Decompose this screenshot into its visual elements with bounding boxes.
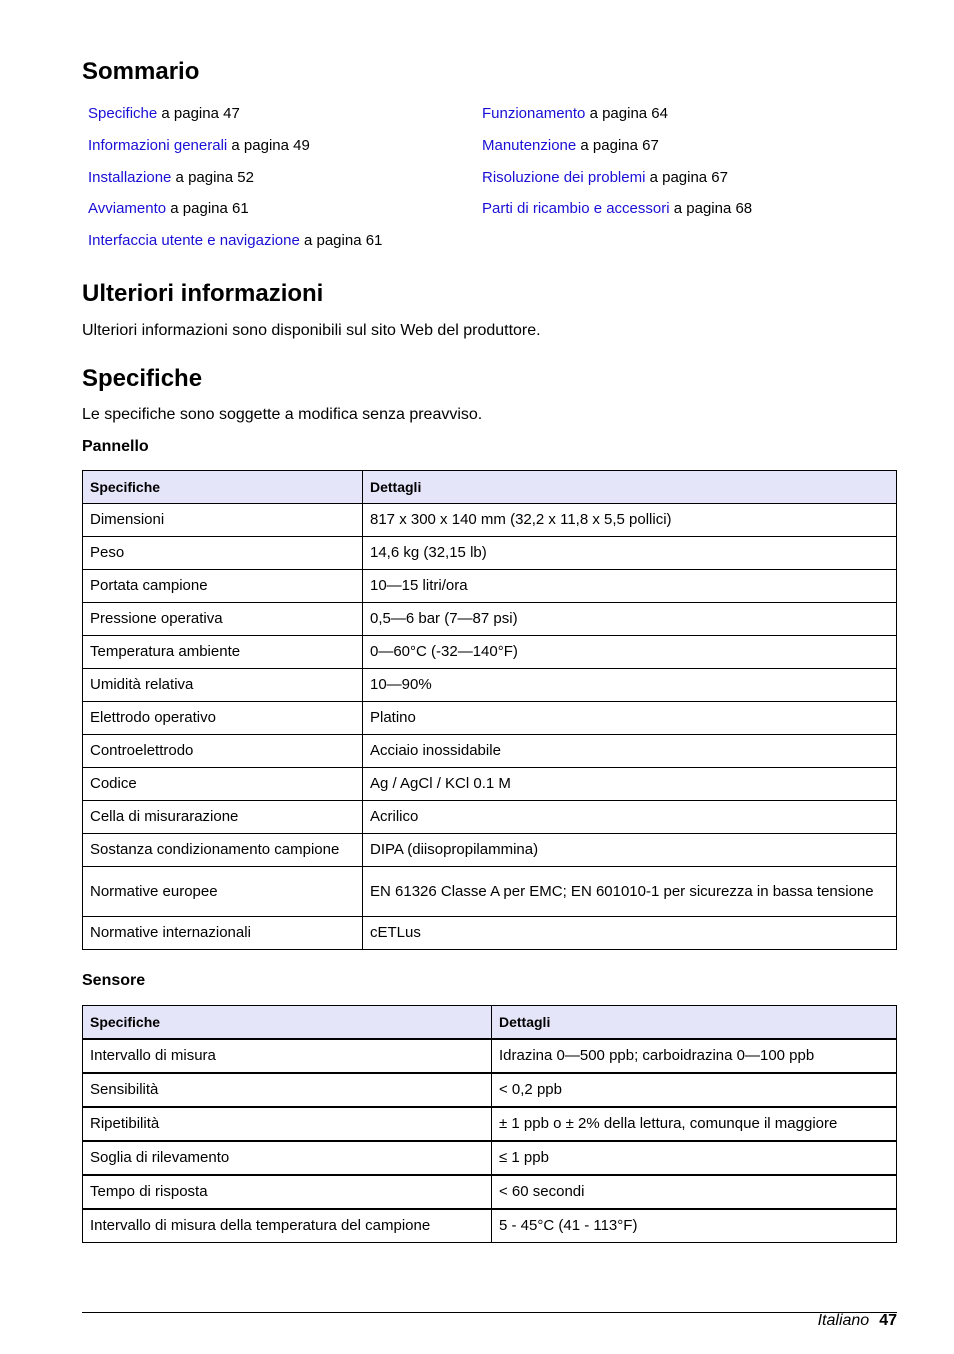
spec-name: Normative europee (83, 867, 363, 917)
toc-page-ref: a pagina 67 (576, 136, 659, 154)
spec-name: Temperatura ambiente (83, 636, 363, 669)
spec-value: EN 61326 Classe A per EMC; EN 601010-1 per sicurezza in bassa tensione (363, 867, 897, 917)
toc-page-ref: a pagina 47 (157, 105, 240, 122)
table-row (83, 702, 897, 735)
table-row (83, 834, 897, 867)
table-row (83, 867, 897, 917)
footer-language: Italiano (817, 1312, 870, 1329)
spec-value: 10—90% (363, 669, 897, 702)
toc-page-ref: a pagina 52 (171, 168, 254, 186)
table-row (83, 1073, 897, 1107)
toc-item (482, 136, 752, 168)
spec-value: ± 1 ppb o ± 2% della lettura, comunque il maggiore (492, 1107, 897, 1141)
specs-title: Specifiche (82, 365, 203, 392)
table-row (83, 504, 897, 537)
spec-value: Ag / AgCl / KCl 0.1 M (363, 768, 897, 801)
column-header-dettagli: Dettagli (363, 471, 897, 504)
spec-name: Controelettrodo (83, 735, 363, 768)
toc-item (482, 104, 752, 136)
spec-name: Cella di misurarazione (83, 801, 363, 834)
spec-value: Acrilico (363, 801, 897, 834)
column-header-dettagli: Dettagli (492, 1006, 897, 1040)
panel-heading: Pannello (82, 438, 149, 455)
table-row (83, 636, 897, 669)
spec-name: Elettrodo operativo (83, 702, 363, 735)
toc-item (88, 168, 382, 200)
spec-name: Intervallo di misura (83, 1039, 492, 1073)
spec-value: 5 - 45°C (41 - 113°F) (492, 1209, 897, 1243)
toc-page-ref: a pagina 61 (299, 232, 383, 250)
table-row (83, 669, 897, 702)
toc-page-ref: a pagina 67 (645, 168, 728, 186)
spec-value: 0,5—6 bar (7—87 psi) (363, 603, 897, 636)
spec-value: < 0,2 ppb (492, 1073, 897, 1107)
table-row (83, 570, 897, 603)
spec-name: Sostanza condizionamento campione (83, 834, 363, 867)
toc-page-ref: a pagina 68 (669, 200, 753, 218)
toc-link-installazione[interactable]: Installazione (88, 168, 172, 186)
toc-right-column (482, 104, 752, 231)
table-row (83, 603, 897, 636)
toc-link-manutenzione[interactable]: Manutenzione (482, 136, 577, 154)
footer-rule (82, 1312, 897, 1313)
toc-item (88, 199, 382, 231)
toc-item (88, 136, 382, 168)
spec-value: Acciaio inossidabile (363, 735, 897, 768)
table-row (83, 1107, 897, 1141)
table-row (83, 801, 897, 834)
spec-name: Dimensioni (83, 504, 363, 537)
spec-value: 10—15 litri/ora (363, 570, 897, 603)
toc-left-column (88, 104, 382, 263)
spec-value: < 60 secondi (492, 1175, 897, 1209)
page-footer (818, 1311, 897, 1331)
spec-name: Codice (83, 768, 363, 801)
table-row (83, 917, 897, 950)
spec-value: Idrazina 0—500 ppb; carboidrazina 0—100 ppb (492, 1039, 897, 1073)
toc-link-specifiche[interactable]: Specifiche (88, 105, 158, 122)
spec-name: Sensibilità (83, 1073, 492, 1107)
spec-name: Pressione operativa (83, 603, 363, 636)
spec-name: Intervallo di misura della temperatura del campione (83, 1209, 492, 1243)
more-info-text: Ulteriori informazioni sono disponibili sul sito Web del produttore. (82, 322, 541, 339)
table-row (83, 735, 897, 768)
toc-page-ref: a pagina 49 (227, 136, 310, 154)
spec-value: 0—60°C (-32—140°F) (363, 636, 897, 669)
toc-page-ref: a pagina 61 (166, 200, 249, 218)
toc-item (88, 231, 382, 263)
table-row (83, 768, 897, 801)
spec-name: Tempo di risposta (83, 1175, 492, 1209)
spec-value: 14,6 kg (32,15 lb) (363, 537, 897, 570)
table-row (83, 1141, 897, 1175)
spec-value: Platino (363, 702, 897, 735)
column-header-specifiche: Specifiche (83, 1006, 492, 1040)
spec-value: 817 x 300 x 140 mm (32,2 x 11,8 x 5,5 pollici) (363, 504, 897, 537)
column-header-specifiche: Specifiche (83, 471, 363, 504)
toc-title: Sommario (82, 58, 200, 85)
toc-item (482, 168, 752, 200)
spec-name: Soglia di rilevamento (83, 1141, 492, 1175)
spec-name: Ripetibilità (83, 1107, 492, 1141)
more-info-title: Ulteriori informazioni (82, 280, 324, 307)
toc-page-ref: a pagina 64 (585, 105, 668, 122)
page-number: 47 (879, 1312, 897, 1329)
toc-link-funzionamento[interactable]: Funzionamento (482, 105, 586, 122)
table-row (83, 1175, 897, 1209)
sensor-spec-table (82, 1005, 897, 1243)
spec-name: Normative internazionali (83, 917, 363, 950)
table-row (83, 1209, 897, 1243)
toc-item (88, 104, 382, 136)
spec-name: Umidità relativa (83, 669, 363, 702)
spec-value: ≤ 1 ppb (492, 1141, 897, 1175)
table-row (83, 537, 897, 570)
table-row (83, 1039, 897, 1073)
toc-link-avviamento[interactable]: Avviamento (88, 200, 167, 218)
spec-name: Portata campione (83, 570, 363, 603)
sensor-heading: Sensore (82, 972, 146, 989)
table-header-row (83, 471, 897, 504)
toc-link-interfaccia-utente[interactable]: Interfaccia utente e navigazione (88, 232, 300, 250)
table-header-row (83, 1006, 897, 1040)
spec-value: cETLus (363, 917, 897, 950)
toc-link-risoluzione-problemi[interactable]: Risoluzione dei problemi (482, 168, 646, 186)
specs-intro: Le specifiche sono soggette a modifica senza preavviso. (82, 406, 483, 423)
panel-spec-table (82, 470, 897, 950)
toc-link-informazioni-generali[interactable]: Informazioni generali (88, 136, 228, 154)
spec-value: DIPA (diisopropilammina) (363, 834, 897, 867)
toc-link-parti-ricambio[interactable]: Parti di ricambio e accessori (482, 200, 670, 218)
toc-item (482, 199, 752, 231)
spec-name: Peso (83, 537, 363, 570)
